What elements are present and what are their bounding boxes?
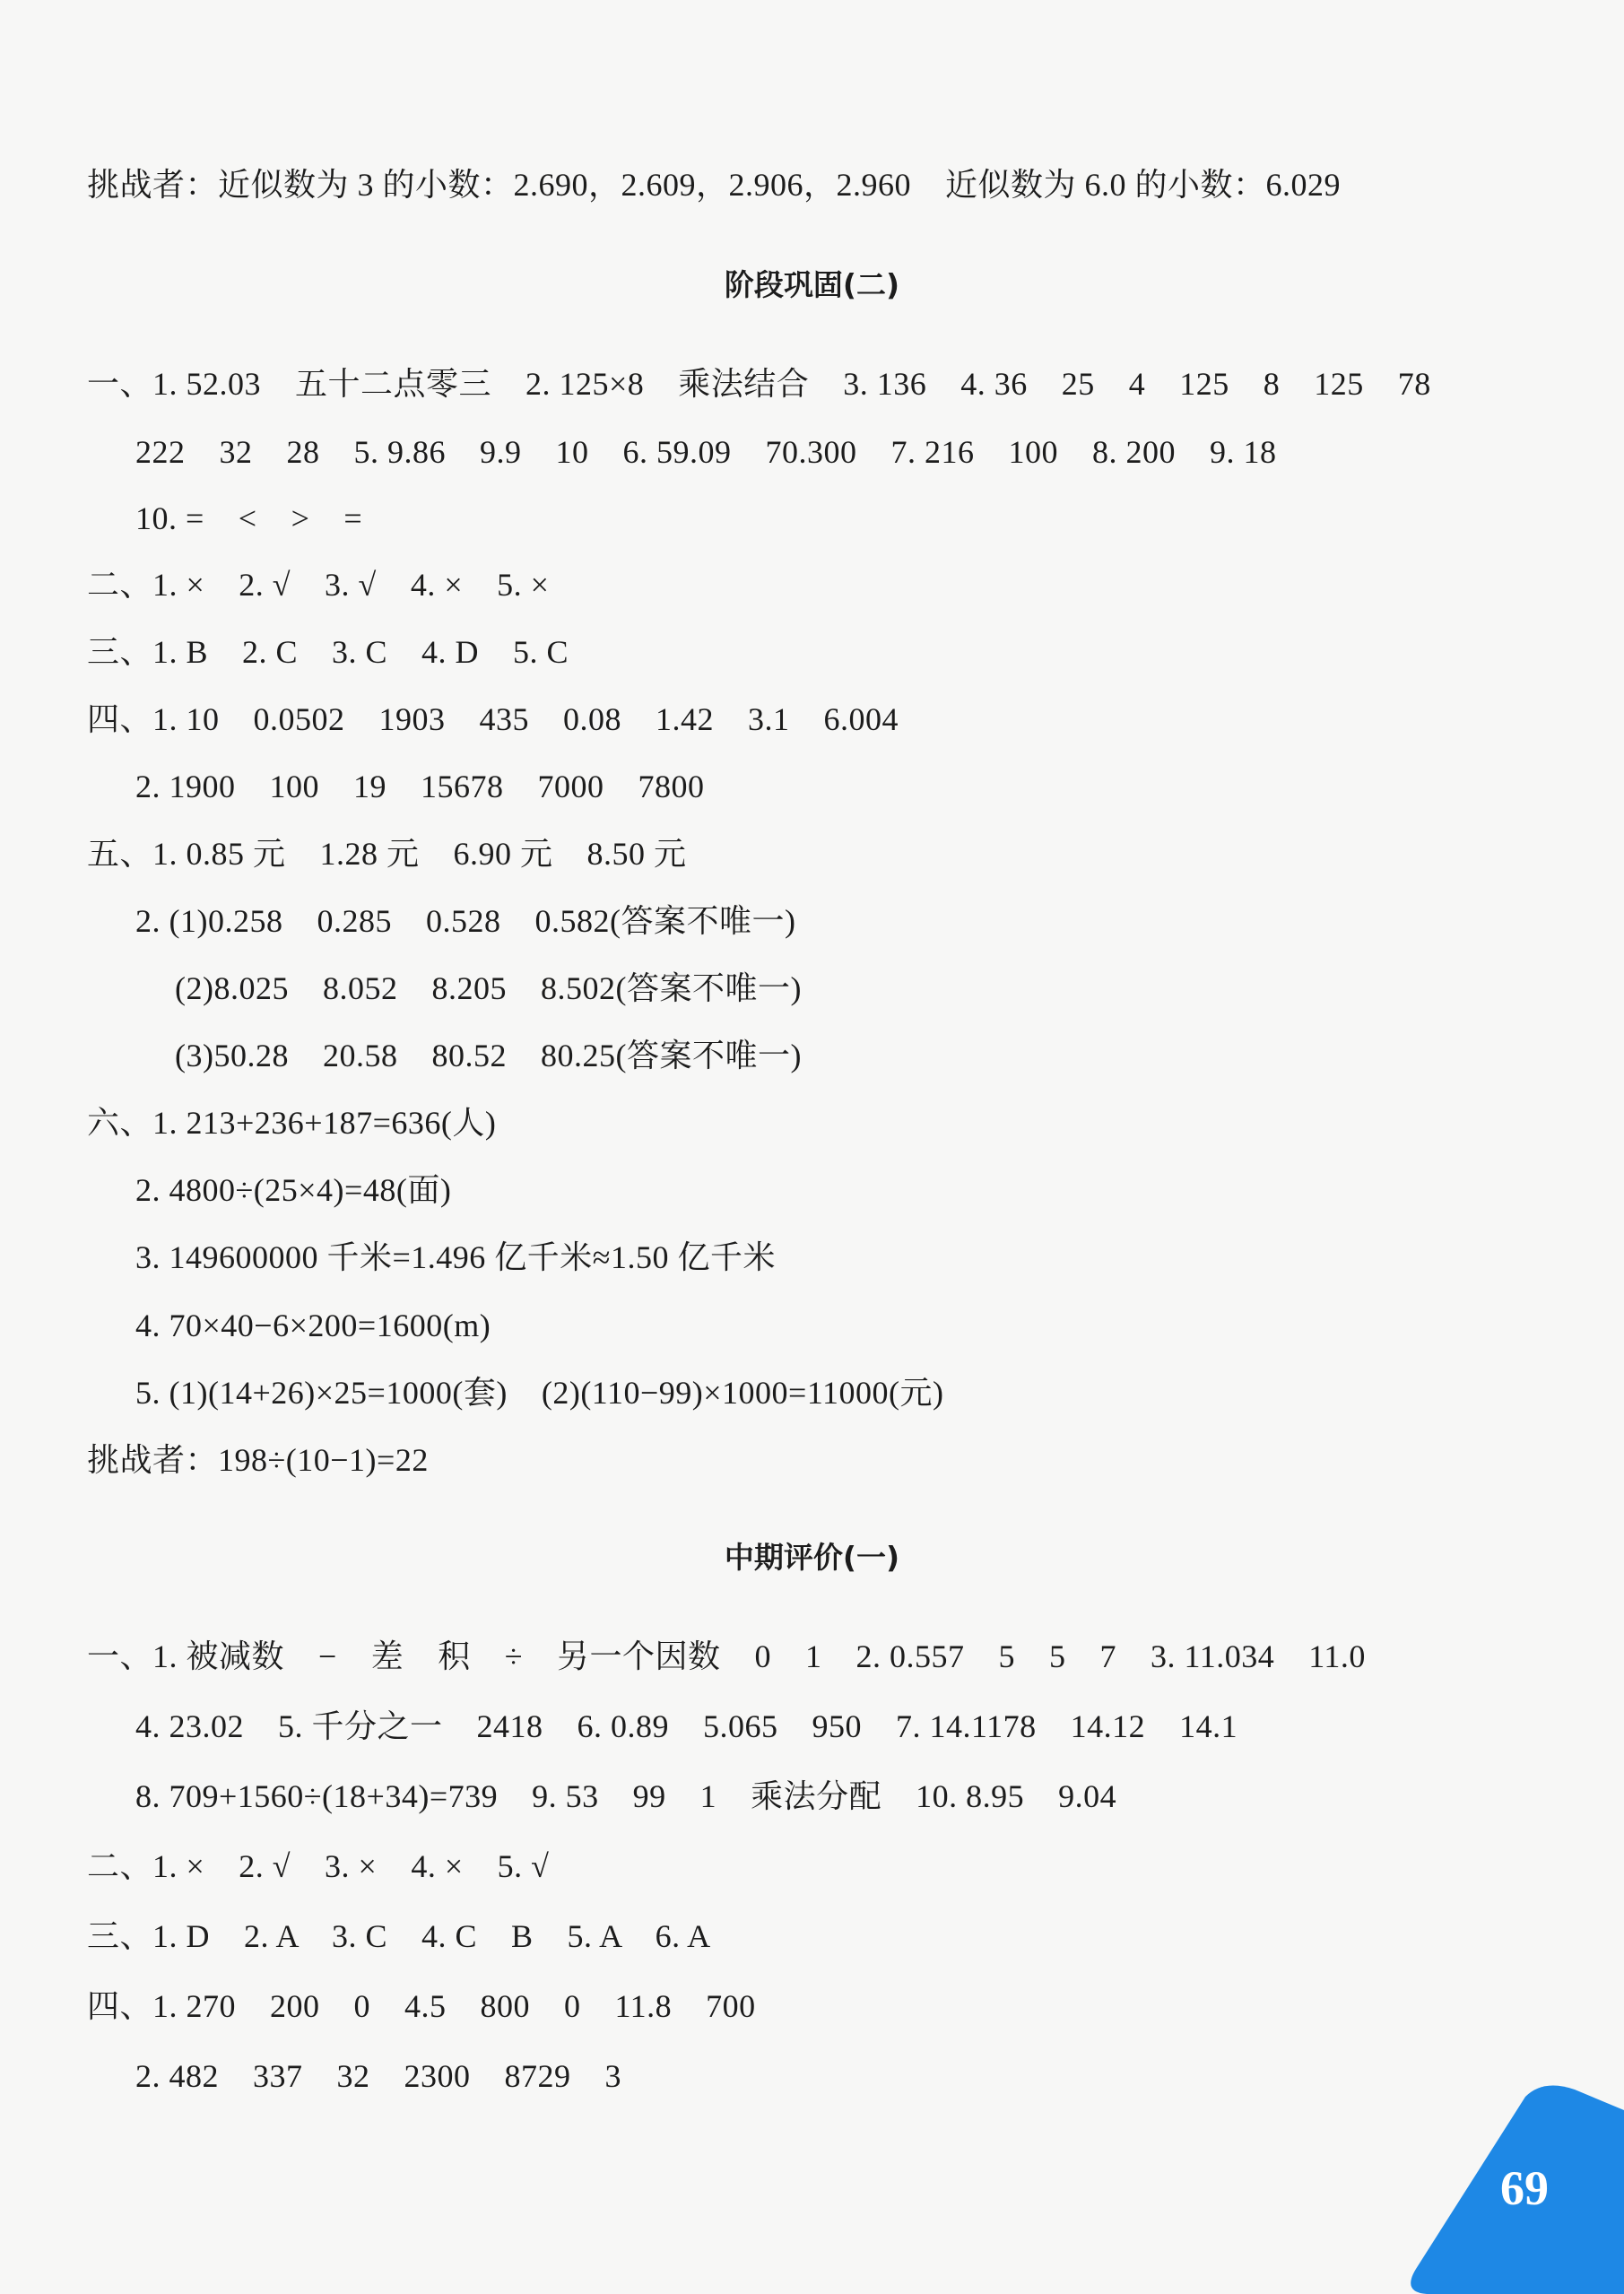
answer-line: 2. 482 337 32 2300 8729 3 xyxy=(135,2058,621,2094)
answer-line: 一、1. 被减数 − 差 积 ÷ 另一个因数 0 1 2. 0.557 5 5 7 3. 11.034 11.0 xyxy=(87,1638,1366,1674)
answer-line: 3. 149600000 千米=1.496 亿千米≈1.50 亿千米 xyxy=(135,1239,777,1275)
challenge-line-1: 挑战者：近似数为 3 的小数：2.690，2.609，2.906，2.960 近似数为 6.0 的小数：6.029 xyxy=(87,167,1342,203)
answer-line: (2)8.025 8.052 8.205 8.502(答案不唯一) xyxy=(175,970,802,1006)
answer-line: 222 32 28 5. 9.86 9.9 10 6. 59.09 70.300 7. 216 100 8. 200 9. 18 xyxy=(135,434,1277,470)
answer-line: 10. = < > = xyxy=(135,500,363,536)
answer-line: 4. 23.02 5. 千分之一 2418 6. 0.89 5.065 950 7. 14.1178 14.12 14.1 xyxy=(135,1708,1238,1744)
answer-line: 四、1. 10 0.0502 1903 435 0.08 1.42 3.1 6.004 xyxy=(87,701,899,737)
answer-line: 一、1. 52.03 五十二点零三 2. 125×8 乘法结合 3. 136 4. 36 25 4 125 8 125 78 xyxy=(87,366,1431,402)
challenge-line-2: 挑战者：198÷(10−1)=22 xyxy=(87,1442,429,1478)
answer-line: 2. 4800÷(25×4)=48(面) xyxy=(135,1172,452,1208)
answer-line: 5. (1)(14+26)×25=1000(套) (2)(110−99)×1000=11000(元) xyxy=(135,1375,944,1411)
answer-line: 2. 1900 100 19 15678 7000 7800 xyxy=(135,769,705,804)
answer-line: 二、1. × 2. √ 3. × 4. × 5. √ xyxy=(87,1848,550,1884)
answer-line: 五、1. 0.85 元 1.28 元 6.90 元 8.50 元 xyxy=(87,836,687,872)
section-title-stage-review-2: 阶段巩固(二) xyxy=(724,267,900,302)
answer-line: 四、1. 270 200 0 4.5 800 0 11.8 700 xyxy=(87,1988,756,2024)
answer-line: 二、1. × 2. √ 3. √ 4. × 5. × xyxy=(87,567,550,603)
answer-line: 8. 709+1560÷(18+34)=739 9. 53 99 1 乘法分配 10. 8.95 9.04 xyxy=(135,1778,1117,1814)
answer-line: 六、1. 213+236+187=636(人) xyxy=(87,1105,497,1141)
answer-line: 4. 70×40−6×200=1600(m) xyxy=(135,1308,491,1343)
answer-line: (3)50.28 20.58 80.52 80.25(答案不唯一) xyxy=(175,1038,802,1073)
answer-line: 2. (1)0.258 0.285 0.528 0.582(答案不唯一) xyxy=(135,903,796,939)
section-title-midterm-1: 中期评价(一) xyxy=(724,1540,900,1575)
page-number: 69 xyxy=(1500,2161,1549,2215)
answer-line: 三、1. B 2. C 3. C 4. D 5. C xyxy=(87,634,569,670)
answer-line: 三、1. D 2. A 3. C 4. C B 5. A 6. A xyxy=(87,1918,711,1954)
